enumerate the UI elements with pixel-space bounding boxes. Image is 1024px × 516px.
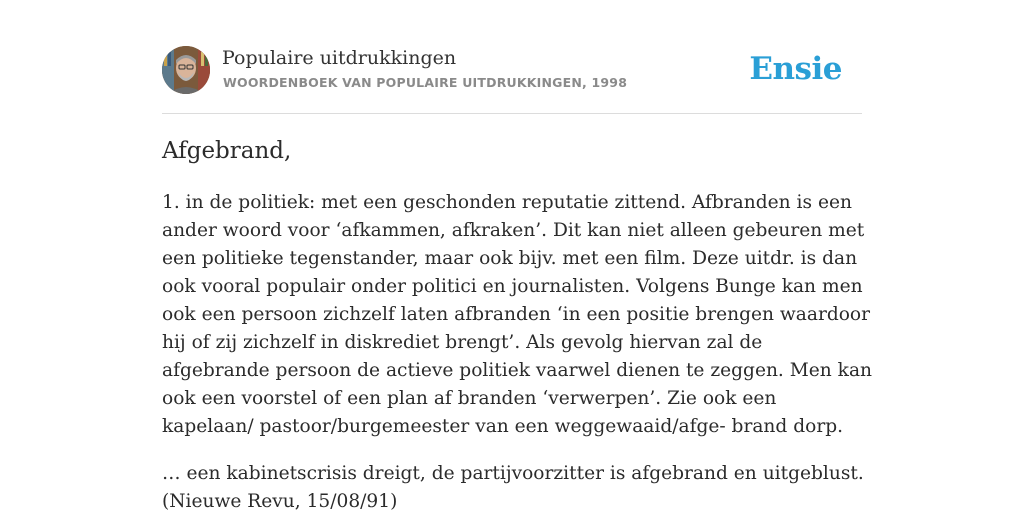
entry-card: [162, 46, 873, 512]
source-header: [162, 46, 862, 114]
avatar[interactable]: [162, 46, 210, 94]
entry-headword: Afgebrand,: [162, 138, 292, 164]
source-subtitle: WOORDENBOEK VAN POPULAIRE UITDRUKKINGEN, 1998: [223, 75, 628, 90]
source-title[interactable]: Populaire uitdrukkingen: [222, 47, 457, 69]
entry-definition: 1. in de politiek: met een geschonden reputatie zittend. Afbranden is een ander woord voor ‘afkammen, afkraken’. Dit kan niet alleen gebeuren met een politieke tegenstander, maar ook bijv. met een film. Deze uitdr. is dan ook vooral populair onder politici en journalisten. Volgens Bunge kan men ook een persoon zichzelf laten afbranden ‘in een positie brengen waardoor hij of zij zichzelf in diskrediet brengt’. Als gevolg hiervan zal de afgebrande persoon de actieve politiek vaarwel dienen te zeggen. Men kan ook een voorstel of een plan af branden ‘verwerpen’. Zie ook een kapelaan/ pastoor/burgemeester van een weggewaaid/afge- brand dorp.: [162, 192, 873, 437]
author-portrait-icon: [162, 46, 210, 94]
ensie-logo[interactable]: Ensie: [749, 51, 842, 87]
entry-quote: … een kabinetscrisis dreigt, de partijvoorzitter is afgebrand en uitgeblust. (Nieuwe Revu, 15/08/91): [162, 463, 864, 512]
